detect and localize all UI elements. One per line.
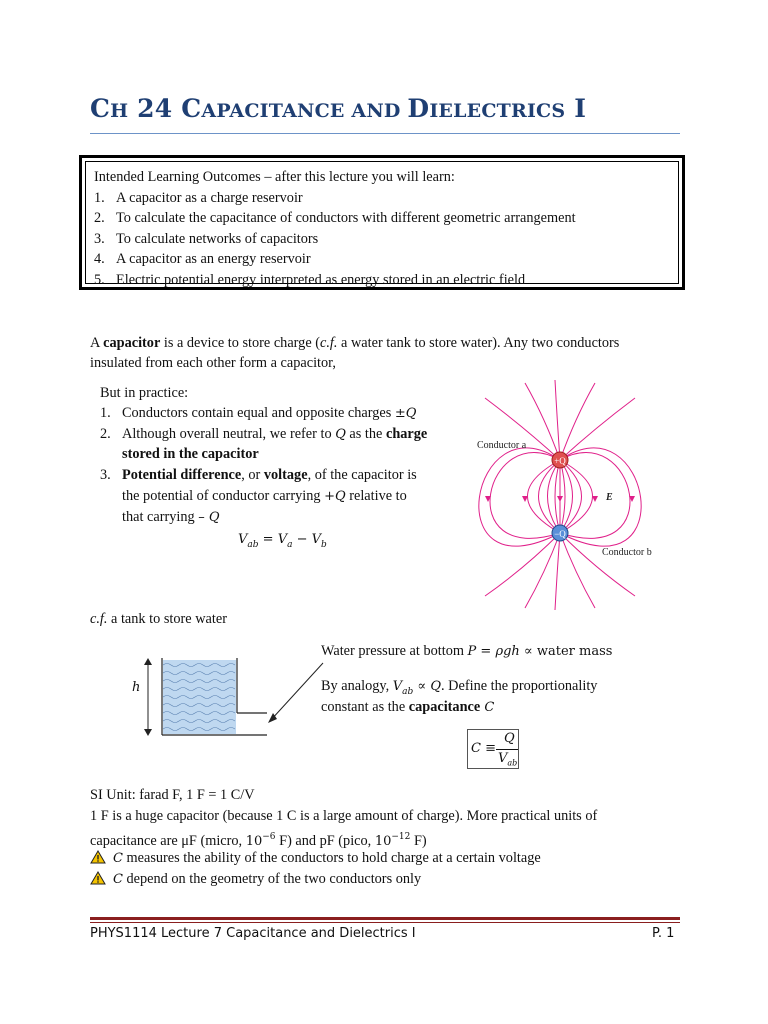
practice-item-3-line3: that carrying – Q	[122, 509, 220, 525]
field-line	[560, 460, 582, 533]
field-line	[560, 453, 630, 539]
formula-numerator: Q	[504, 731, 515, 746]
outcome-item: 3. To calculate networks of capacitors	[94, 230, 319, 247]
learning-outcomes-box	[79, 155, 685, 290]
height-arrow-head-top	[144, 658, 152, 665]
field-line	[485, 533, 560, 596]
field-line	[490, 453, 560, 539]
warning-line-1: C measures the ability of the conductors to hold charge at a certain voltage	[90, 848, 541, 870]
warning-line-2: C depend on the geometry of the two conductors only	[90, 869, 421, 891]
conductor-b-label: Conductor b	[602, 547, 652, 558]
height-label: h	[132, 680, 141, 695]
page-number: P. 1	[652, 926, 675, 941]
conductor-a-label: Conductor a	[477, 440, 527, 451]
page-title: CH 24 CAPACITANCE AND DIELECTRICS I	[90, 94, 587, 123]
learning-outcomes-heading: Intended Learning Outcomes – after this lecture you will learn:	[94, 169, 455, 185]
pressure-text: Water pressure at bottom P = ρgh ∝ water mass	[321, 643, 613, 659]
footer-rule	[90, 917, 680, 920]
field-arrow	[557, 496, 563, 502]
field-vector-label: E	[606, 492, 613, 503]
field-line	[560, 383, 595, 460]
intro-paragraph: A capacitor is a device to store charge (c.f. a water tank to store water). Any two conductors	[90, 335, 620, 351]
water-fill	[163, 660, 236, 734]
analogy-text: By analogy, $V_{ab} \propto Q$. Define the proportionality	[321, 678, 598, 697]
outcome-item: 1. A capacitor as a charge reservoir	[94, 189, 303, 206]
formula-denominator: $V_{ab}$	[498, 751, 518, 768]
field-line	[539, 460, 561, 533]
water-tank-diagram	[125, 655, 325, 740]
footer-rule-thin	[90, 922, 680, 923]
outcome-item: 5. Electric potential energy interpreted as energy stored in an electric field	[94, 271, 526, 288]
practice-heading: But in practice:	[100, 385, 189, 401]
pointer-line	[270, 663, 323, 721]
formula-fraction-bar	[496, 749, 518, 750]
practice-item-1: 1. Conductors contain equal and opposite charges ±Q	[100, 405, 417, 421]
field-line	[560, 533, 635, 596]
title-underline	[90, 133, 680, 134]
units-line-2: 1 F is a huge capacitor (because 1 C is a large amount of charge). More practical units of	[90, 808, 598, 824]
field-lines-figure	[465, 378, 665, 610]
formula-lhs: C ≡	[471, 741, 496, 756]
plus-q-label: +Q	[554, 456, 566, 466]
practice-item-3-line2: the potential of conductor carrying +Q relative to	[122, 488, 407, 504]
practice-item-2-line2: stored in the capacitor	[122, 446, 259, 462]
field-arrow	[592, 496, 598, 502]
field-arrow	[522, 496, 528, 502]
warning-icon	[90, 850, 106, 864]
footer-course-title: PHYS1114 Lecture 7 Capacitance and Dielectrics I	[90, 926, 416, 941]
intro-paragraph-line2: insulated from each other form a capacitor,	[90, 355, 336, 371]
analogy-text-line2: constant as the capacitance C	[321, 699, 495, 715]
practice-item-2: 2. Although overall neutral, we refer to Q as the charge	[100, 426, 428, 442]
outcome-item: 2. To calculate the capacitance of conductors with different geometric arrangement	[94, 210, 576, 227]
capacitance-formula-box	[467, 729, 519, 769]
voltage-equation: $V_{ab} = V_a - V_b$	[238, 532, 327, 550]
field-line	[525, 383, 560, 460]
outcome-item: 4. A capacitor as an energy reservoir	[94, 251, 311, 268]
tank-caption: c.f. a tank to store water	[90, 611, 227, 627]
minus-q-label: −Q	[554, 529, 566, 539]
warning-icon	[90, 871, 106, 885]
practice-item-3: 3. Potential difference, or voltage, of the capacitor is	[100, 467, 417, 483]
height-arrow-head-bottom	[144, 729, 152, 736]
field-line	[560, 398, 635, 460]
si-unit-line: SI Unit: farad F, 1 F = 1 C/V	[90, 787, 255, 803]
units-line-3: capacitance are μF (micro, $10^{-6}$ F) and pF (pico, $10^{-12}$ F)	[90, 832, 427, 849]
